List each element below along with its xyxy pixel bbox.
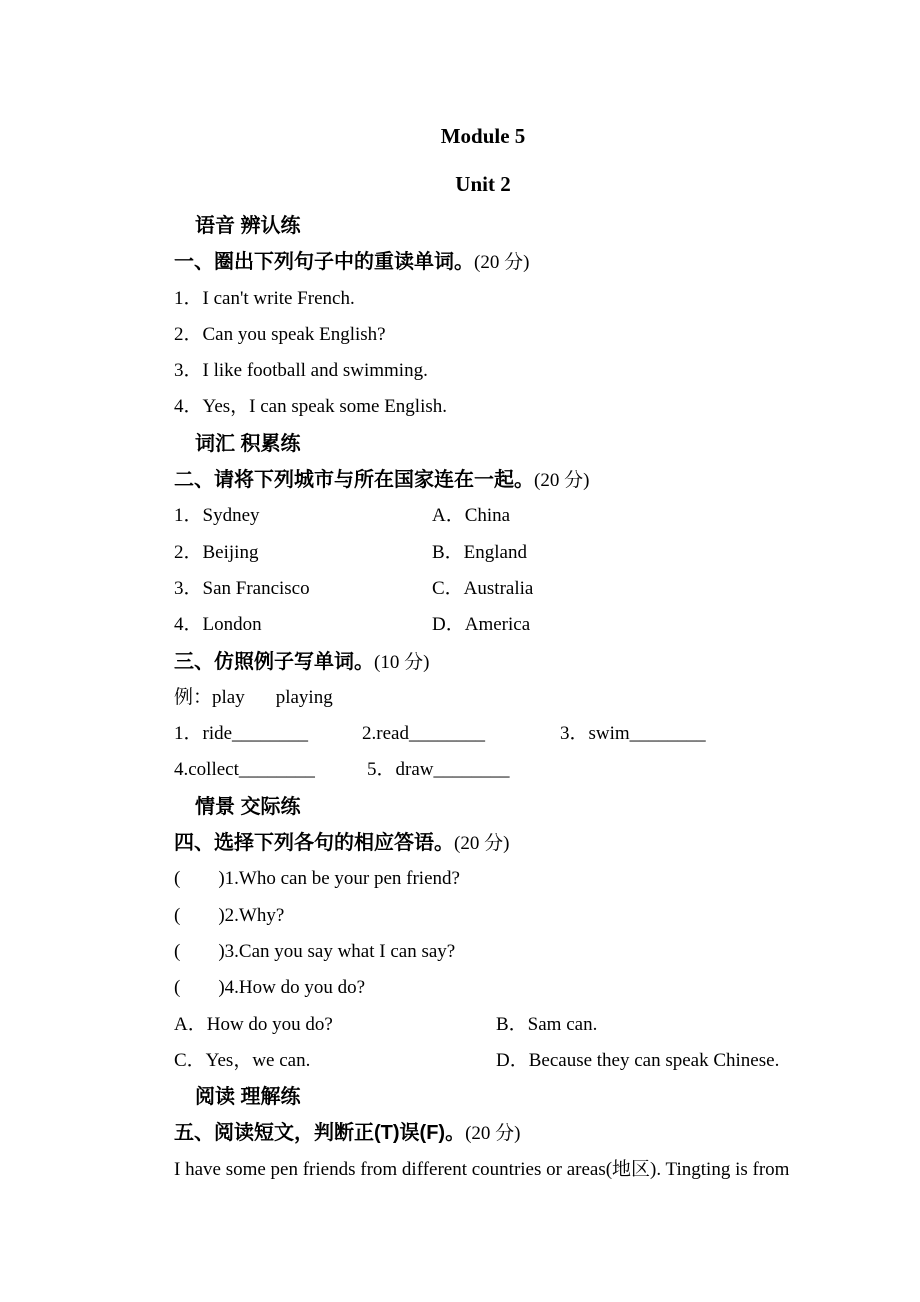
match-row-4: [174, 607, 792, 643]
example-answer: playing: [275, 686, 333, 708]
section1-item-4: 4．Yes，I can speak some English.: [174, 396, 448, 418]
category-heading-reading: 阅读 理解练: [195, 1086, 301, 1109]
worksheet-content: [174, 112, 792, 1188]
section1-item-3: 3．I like football and swimming.: [174, 360, 428, 382]
blank-item-4: 4.collect________: [174, 759, 315, 781]
answer-option-b: B．Sam can.: [496, 1013, 598, 1035]
blank-item-3: 3．swim________: [560, 723, 706, 745]
question-item-2: ( )2.Why?: [174, 904, 285, 926]
city-item-3: 3．San Francisco: [174, 577, 310, 599]
city-item-4: 4．London: [174, 614, 262, 636]
section4-title: 四、选择下列各句的相应答语。: [174, 832, 454, 855]
section4-title-row: [174, 825, 792, 861]
section3-title: 三、仿照例子写单词。: [174, 650, 374, 673]
answer-option-d: D．Because they can speak Chinese.: [496, 1049, 780, 1071]
country-item-c: C．Australia: [432, 577, 534, 599]
city-item-2: 2．Beijing: [174, 541, 259, 563]
question-item-3: ( )3.Can you say what I can say?: [174, 940, 456, 962]
country-item-b: B．England: [432, 541, 527, 563]
answer-row-2: [174, 1043, 792, 1079]
match-row-3: [174, 571, 792, 607]
module-title: Module 5: [440, 124, 526, 148]
match-row-2: [174, 535, 792, 571]
answer-option-a: A．How do you do?: [174, 1013, 333, 1035]
match-row-1: [174, 498, 792, 534]
section4-score: (20 分): [454, 833, 510, 855]
blanks-row-2: [174, 752, 792, 788]
blank-item-1: 1．ride________: [174, 723, 309, 745]
blank-item-2: 2.read________: [362, 723, 485, 745]
section5-score: (20 分): [465, 1123, 521, 1145]
section2-title: 二、请将下列城市与所在国家连在一起。: [174, 469, 534, 492]
answer-option-c: C．Yes，we can.: [174, 1049, 311, 1071]
example-word: 例：play: [174, 686, 245, 708]
section3-title-row: [174, 644, 792, 680]
question-item-4: ( )4.How do you do?: [174, 977, 366, 999]
blank-item-5: 5．draw________: [367, 759, 510, 781]
section3-score: (10 分): [374, 651, 430, 673]
section1-item-2: 2．Can you speak English?: [174, 323, 386, 345]
category-heading-phonics: 语音 辨认练: [195, 215, 301, 237]
question-item-1: ( )1.Who can be your pen friend?: [174, 868, 460, 890]
section2-score: (20 分): [534, 470, 590, 492]
answer-row-1: [174, 1007, 792, 1043]
category-heading-vocab: 词汇 积累练: [195, 432, 301, 455]
section1-score: (20 分): [474, 252, 530, 274]
category-heading-dialog: 情景 交际练: [195, 795, 301, 818]
section1-item-1: 1．I can't write French.: [174, 287, 355, 309]
example-row: [174, 680, 792, 716]
section5-title: 五、阅读短文，判断正(T)误(F)。: [174, 1122, 466, 1145]
city-item-1: 1．Sydney: [174, 505, 260, 527]
unit-title: Unit 2: [455, 172, 511, 196]
blanks-row-1: [174, 716, 792, 752]
reading-paragraph: I have some pen friends from different countries or areas(地区). Tingting is from: [174, 1158, 790, 1180]
section1-title: 一、圈出下列句子中的重读单词。: [174, 251, 474, 274]
section5-title-row: [174, 1115, 792, 1151]
section2-title-row: [174, 462, 792, 498]
country-item-a: A．China: [432, 505, 511, 527]
country-item-d: D．America: [432, 614, 531, 636]
section1-title-row: [174, 244, 792, 280]
